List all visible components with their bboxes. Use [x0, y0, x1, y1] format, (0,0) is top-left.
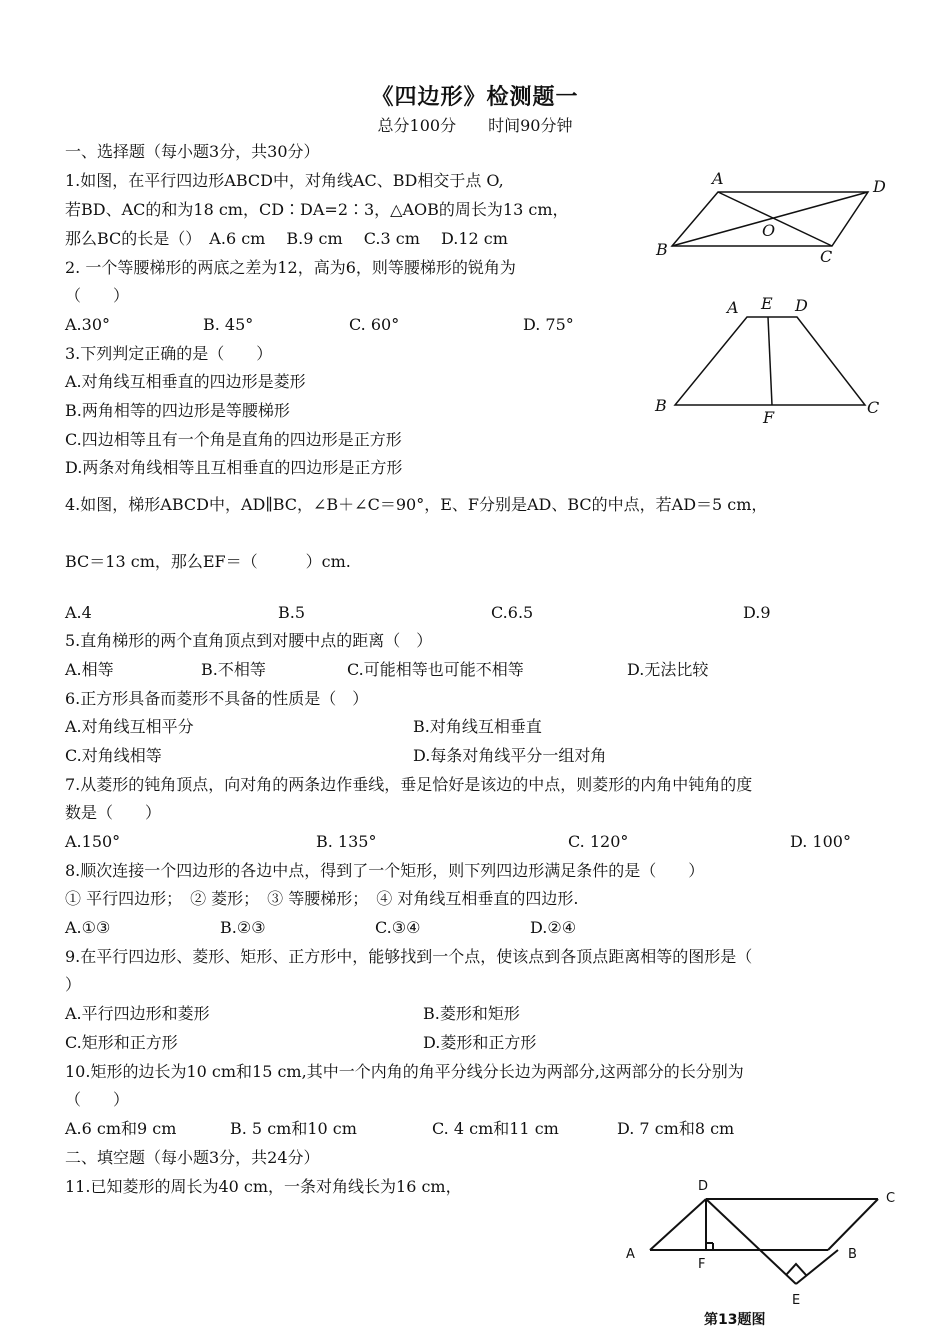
q7-line2: 数是（ ）	[65, 803, 162, 822]
label-c: C	[820, 247, 833, 266]
q3-option-b: B.两角相等的四边形是等腰梯形	[65, 401, 290, 420]
q7-line1: 7.从菱形的钝角顶点，向对角的两条边作垂线，垂足恰好是该边的中点，则菱形的内角中钝角的度	[65, 775, 753, 794]
q6-option-c: C.对角线相等	[65, 746, 162, 765]
label-c: C	[867, 398, 880, 417]
trapezoid-figure	[645, 290, 900, 430]
q8-line1: 8.顺次连接一个四边形的各边中点，得到了一个矩形，则下列四边形满足条件的是（ ）	[65, 861, 705, 880]
label-f: F	[698, 1257, 706, 1272]
q4-line1: 4.如图，梯形ABCD中，AD∥BC，∠B＋∠C＝90°，E、F分别是AD、BC的中点，若AD＝5 cm，	[65, 495, 768, 514]
page-title: 《四边形》检测题一	[371, 84, 579, 110]
segment-ef	[768, 317, 772, 405]
q1-line2: 若BD、AC的和为18 cm，CD∶DA=2∶3，△AOB的周长为13 cm，	[65, 200, 569, 219]
q11-line1: 11.已知菱形的周长为40 cm，一条对角线长为16 cm，	[65, 1177, 462, 1196]
q7-option-c: C. 120°	[568, 832, 629, 851]
q3-option-d: D.两条对角线相等且互相垂直的四边形是正方形	[65, 458, 403, 477]
segment-cb	[828, 1199, 878, 1250]
q9-option-a: A.平行四边形和菱形	[65, 1004, 210, 1023]
q4-option-c: C.6.5	[491, 603, 534, 622]
q4-option-b: B.5	[278, 603, 306, 622]
q8-option-b: B.②③	[220, 918, 266, 937]
figure-caption: 第13题图	[704, 1312, 766, 1328]
q9-option-c: C.矩形和正方形	[65, 1033, 178, 1052]
q6-line1: 6.正方形具备而菱形不具备的性质是（ ）	[65, 689, 369, 708]
q6-option-d: D.每条对角线平分一组对角	[413, 746, 607, 765]
q10-option-c: C. 4 cm和11 cm	[432, 1119, 559, 1138]
right-angle-e	[786, 1264, 806, 1275]
label-f: F	[763, 408, 775, 427]
label-a: A	[727, 298, 739, 317]
q3-option-a: A.对角线互相垂直的四边形是菱形	[65, 372, 306, 391]
q5-option-d: D.无法比较	[627, 660, 709, 679]
q9-option-b: B.菱形和矩形	[423, 1004, 520, 1023]
q8-option-a: A.①③	[65, 918, 111, 937]
label-d: D	[873, 177, 886, 196]
label-e: E	[792, 1293, 801, 1308]
q1-parallelogram-figure	[640, 162, 910, 272]
q8-option-c: C.③④	[375, 918, 421, 937]
q10-option-d: D. 7 cm和8 cm	[617, 1119, 735, 1138]
label-o: O	[762, 221, 776, 240]
q2-line2: （ ）	[65, 286, 130, 305]
q8-line2: ① 平行四边形； ② 菱形； ③ 等腰梯形； ④ 对角线互相垂直的四边形.	[65, 889, 579, 908]
q10-option-a: A.6 cm和9 cm	[65, 1119, 177, 1138]
q7-option-d: D. 100°	[790, 832, 851, 851]
q9-line1: 9.在平行四边形、菱形、矩形、正方形中，能够找到一个点，使该点到各顶点距离相等的图形是（	[65, 947, 753, 966]
q4-option-d: D.9	[743, 603, 771, 622]
label-e: E	[761, 294, 773, 313]
q2-line1: 2. 一个等腰梯形的两底之差为12，高为6，则等腰梯形的锐角为	[65, 258, 516, 277]
label-b: B	[656, 240, 668, 259]
q6-option-b: B.对角线互相垂直	[413, 717, 542, 736]
segment-ad	[650, 1199, 706, 1250]
q9-option-d: D.菱形和正方形	[423, 1033, 537, 1052]
q1-line3: 那么BC的长是（） A.6 cm B.9 cm C.3 cm D.12 cm	[65, 229, 508, 248]
q10-line2: （ ）	[65, 1090, 130, 1109]
q4-option-a: A.4	[65, 603, 92, 622]
q2-option-d: D. 75°	[523, 315, 574, 334]
label-b: B	[655, 396, 667, 415]
label-b: B	[848, 1247, 857, 1262]
page-subtitle: 总分100分 时间90分钟	[377, 116, 573, 135]
label-a: A	[626, 1247, 635, 1262]
q6-option-a: A.对角线互相平分	[65, 717, 194, 736]
q5-option-a: A.相等	[65, 660, 114, 679]
q5-option-b: B.不相等	[201, 660, 266, 679]
q5-option-c: C.可能相等也可能不相等	[347, 660, 524, 679]
label-d: D	[795, 296, 808, 315]
label-d: D	[698, 1179, 709, 1194]
q10-option-b: B. 5 cm和10 cm	[230, 1119, 357, 1138]
q2-option-c: C. 60°	[349, 315, 400, 334]
q1-line1: 1.如图，在平行四边形ABCD中，对角线AC、BD相交于点 O,	[65, 171, 504, 190]
q10-line1: 10.矩形的边长为10 cm和15 cm,其中一个内角的角平分线分长边为两部分,这两部分的长分别为	[65, 1062, 744, 1081]
q3-line1: 3.下列判定正确的是（ ）	[65, 344, 273, 363]
q4-line2: BC＝13 cm，那么EF＝（ ）cm.	[65, 552, 351, 571]
q13-figure	[620, 1172, 920, 1337]
q8-option-d: D.②④	[530, 918, 577, 937]
q2-option-b: B. 45°	[203, 315, 254, 334]
q9-line2: ）	[65, 975, 82, 994]
section2-heading: 二、填空题（每小题3分，共24分）	[65, 1148, 320, 1167]
q7-option-b: B. 135°	[316, 832, 377, 851]
q2-option-a: A.30°	[65, 315, 110, 334]
label-a: A	[712, 169, 724, 188]
q7-option-a: A.150°	[65, 832, 121, 851]
q5-line1: 5.直角梯形的两个直角顶点到对腰中点的距离（ ）	[65, 631, 433, 650]
segment-eb	[796, 1250, 838, 1284]
segment-de	[706, 1199, 796, 1284]
q3-option-c: C.四边相等且有一个角是直角的四边形是正方形	[65, 430, 402, 449]
section1-heading: 一、选择题（每小题3分，共30分）	[65, 142, 320, 161]
label-c: C	[886, 1191, 896, 1206]
